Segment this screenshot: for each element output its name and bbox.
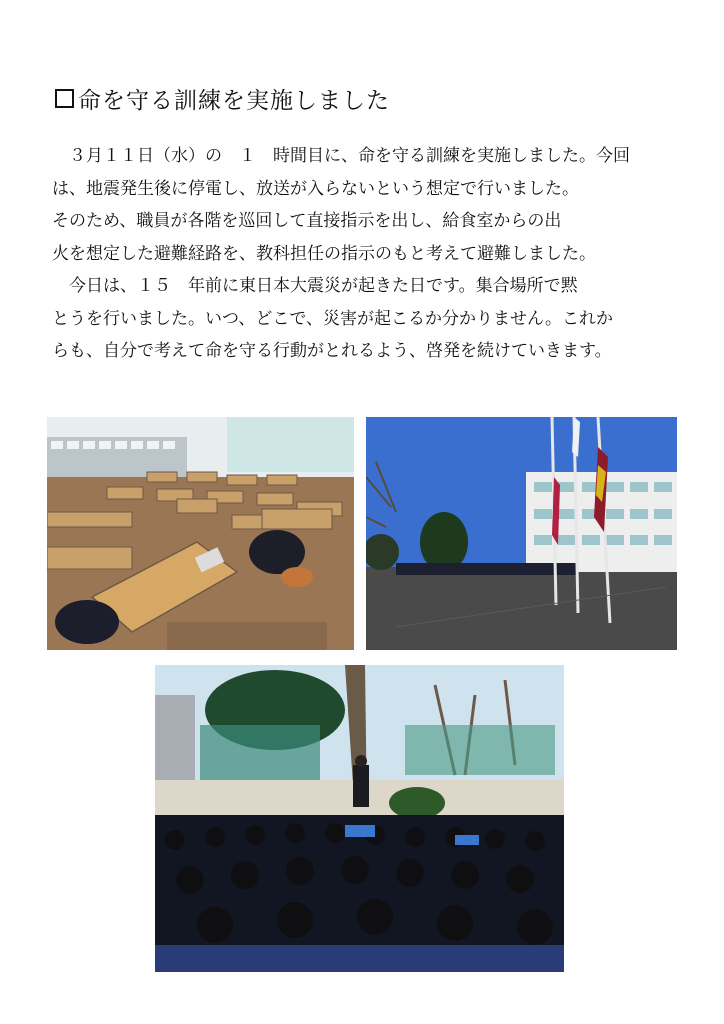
photo-schoolyard — [366, 417, 677, 650]
text-line: らも、自分で考えて命を守る行動がとれるよう、啓発を続けていきます。 — [52, 341, 612, 361]
text-line: 今日は、１５ 年前に東日本大震災が起きた日です。集合場所で黙 — [52, 276, 578, 296]
paragraph-2 — [52, 270, 692, 368]
paragraph-1 — [52, 140, 692, 270]
text-line: ３月１１日（水）の １ 時間目に、命を守る訓練を実施しました。今回 — [52, 146, 630, 166]
text-line: そのため、職員が各階を巡回して直接指示を出し、給食室からの出 — [52, 211, 562, 231]
article-body — [52, 140, 692, 368]
page-title-text: 命を守る訓練を実施しました — [78, 88, 390, 114]
photo-students-assembly — [155, 665, 564, 972]
text-line: とうを行いました。いつ、どこで、災害が起こるか分かりません。これか — [52, 308, 613, 329]
checkbox-icon — [55, 89, 74, 108]
photo-classroom — [47, 417, 354, 650]
text-line: 火を想定した避難経路を、教科担任の指示のもと考えて避難しました。 — [52, 243, 596, 264]
page-title — [55, 82, 390, 115]
text-line: は、地震発生後に停電し、放送が入らないという想定で行いました。 — [52, 178, 579, 199]
